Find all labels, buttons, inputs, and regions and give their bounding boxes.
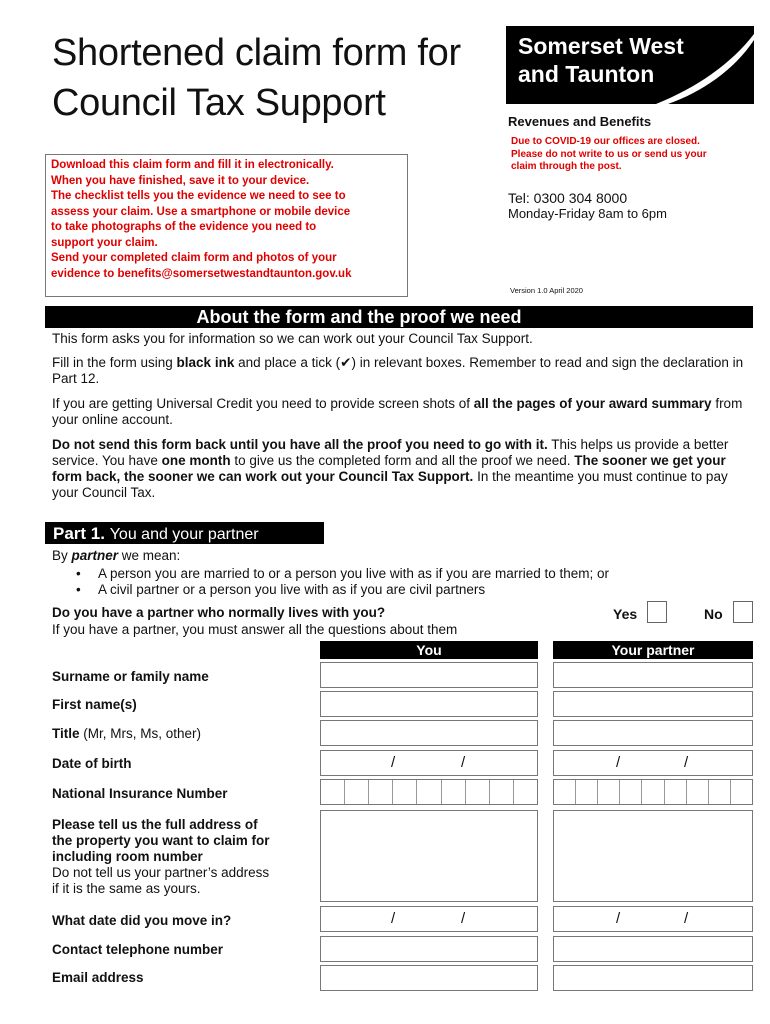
nin-char-box[interactable] xyxy=(576,780,598,804)
partner-email-input[interactable] xyxy=(553,965,753,991)
p4-text-bold-c: one month xyxy=(161,453,231,468)
you-address-input[interactable] xyxy=(320,810,538,902)
address-label-line-3: including room number xyxy=(52,849,203,864)
partner-yes-checkbox[interactable] xyxy=(647,601,667,623)
you-phone-input[interactable] xyxy=(320,936,538,962)
partner-phone-input[interactable] xyxy=(553,936,753,962)
address-label-line-4: Do not tell us your partner’s address xyxy=(52,865,270,880)
covid-line-2: Please do not write to us or send us your xyxy=(511,148,707,160)
nin-label: National Insurance Number xyxy=(52,786,228,801)
p4-text-bold-e: The sooner we get your form back, the sooner we can work out your Council Tax Support. xyxy=(52,453,726,484)
p4-text-b: This helps us provide a better service. You have xyxy=(52,437,729,468)
notice-line-7: Send your completed claim form and photos of your xyxy=(51,252,337,264)
you-first-names-input[interactable] xyxy=(320,691,538,717)
about-heading-text: About the form and the proof we need xyxy=(196,307,522,327)
nin-char-box[interactable] xyxy=(620,780,642,804)
page-title xyxy=(52,28,461,128)
address-label-line-5: if it is the same as yours. xyxy=(52,881,201,896)
council-logo xyxy=(506,26,754,104)
address-label-line-2: the property you want to claim for xyxy=(52,833,270,848)
you-surname-input[interactable] xyxy=(320,662,538,688)
partner-question-note: If you have a partner, you must answer all the questions about them xyxy=(52,622,458,637)
partner-address-input[interactable] xyxy=(553,810,753,902)
nin-char-box[interactable] xyxy=(369,780,393,804)
notice-line-5: to take photographs of the evidence you need to xyxy=(51,221,317,233)
about-paragraph-3 xyxy=(52,396,757,428)
covid-notice xyxy=(511,136,751,174)
p2-text-bold: black ink xyxy=(176,355,235,370)
no-label: No xyxy=(704,606,723,622)
opening-hours: Monday-Friday 8am to 6pm xyxy=(508,206,667,221)
title-line-2: Council Tax Support xyxy=(52,82,386,124)
partner-term: partner xyxy=(71,548,119,563)
you-dob-input[interactable] xyxy=(320,750,538,776)
nin-char-box[interactable] xyxy=(393,780,417,804)
title-hint: (Mr, Mrs, Ms, other) xyxy=(79,726,202,741)
nin-char-box[interactable] xyxy=(598,780,620,804)
you-title-input[interactable] xyxy=(320,720,538,746)
title-line-1: Shortened claim form for xyxy=(52,32,461,74)
nin-char-box[interactable] xyxy=(642,780,664,804)
phone-label: Contact telephone number xyxy=(52,942,224,957)
about-paragraph-2 xyxy=(52,355,757,387)
title-label xyxy=(52,726,201,742)
title-label-text: Title xyxy=(52,726,80,741)
date-separator: / xyxy=(461,754,466,771)
notice-line-2: When you have finished, save it to your device. xyxy=(51,174,310,187)
nin-char-box[interactable] xyxy=(514,780,537,804)
part-1-heading xyxy=(45,522,324,544)
p3-text-c: from your online account. xyxy=(52,396,743,427)
p2-text-c: and place a tick (✔) in relevant boxes. Remember to read and sign the declaration in Part 12. xyxy=(52,355,744,386)
first-names-label: First name(s) xyxy=(52,697,137,712)
column-header-you: You xyxy=(320,641,538,659)
partner-surname-input[interactable] xyxy=(553,662,753,688)
about-paragraph-1: This form asks you for information so we can work out your Council Tax Support. xyxy=(52,331,533,346)
partner-title-input[interactable] xyxy=(553,720,753,746)
covid-line-3: claim through the post. xyxy=(511,161,622,172)
department-name: Revenues and Benefits xyxy=(508,114,652,129)
date-separator: / xyxy=(391,910,396,927)
partner-definition xyxy=(52,548,757,564)
list-item: • A person you are married to or a person you live with as if you are married to them; or xyxy=(76,566,609,582)
p3-text-bold: all the pages of your award summary xyxy=(473,396,712,411)
notice-line-3: The checklist tells you the evidence we need to see to xyxy=(51,190,346,202)
nin-char-box[interactable] xyxy=(321,780,345,804)
nin-char-box[interactable] xyxy=(554,780,576,804)
date-separator: / xyxy=(391,754,396,771)
date-separator: / xyxy=(684,754,689,771)
we-mean-text: we mean: xyxy=(118,548,181,563)
partner-question: Do you have a partner who normally lives with you? xyxy=(52,605,386,620)
notice-line-6: support your claim. xyxy=(51,236,158,249)
nin-char-box[interactable] xyxy=(709,780,731,804)
nin-char-box[interactable] xyxy=(345,780,369,804)
yes-label: Yes xyxy=(613,606,638,622)
p3-text-a: If you are getting Universal Credit you need to provide screen shots of xyxy=(52,396,474,411)
part-number: Part 1. xyxy=(53,524,105,543)
address-label xyxy=(52,817,270,897)
list-item: • A civil partner or a person you live with as if you are civil partners xyxy=(76,582,609,598)
surname-label: Surname or family name xyxy=(52,669,209,684)
logo-line-2: and Taunton xyxy=(518,61,655,87)
you-email-input[interactable] xyxy=(320,965,538,991)
logo-swoosh-icon xyxy=(506,26,754,104)
date-separator: / xyxy=(684,910,689,927)
date-separator: / xyxy=(616,910,621,927)
notice-line-4: assess your claim. Use a smartphone or mobile device xyxy=(51,205,351,218)
by-text: By xyxy=(52,548,72,563)
partner-first-names-input[interactable] xyxy=(553,691,753,717)
date-separator: / xyxy=(616,754,621,771)
p4-text-bold-a: Do not send this form back until you have all the proof you need to go with it. xyxy=(52,437,548,452)
address-label-line-1: Please tell us the full address of xyxy=(52,817,258,832)
p4-text-d: to give us the completed form and all the proof we need. xyxy=(230,453,575,468)
p4-text-f: In the meantime you must continue to pay your Council Tax. xyxy=(52,469,728,500)
about-paragraph-4 xyxy=(52,437,757,501)
notice-line-1: Download this claim form and fill it in electronically. xyxy=(51,159,334,171)
covid-line-1: Due to COVID-19 our offices are closed. xyxy=(511,136,700,147)
electronic-instructions-box xyxy=(45,154,408,297)
version-note: Version 1.0 April 2020 xyxy=(510,286,583,295)
logo-line-1: Somerset West xyxy=(518,33,684,59)
telephone-number: Tel: 0300 304 8000 xyxy=(508,190,628,206)
notice-line-8: evidence to benefits@somersetwestandtaunton.gov.uk xyxy=(51,267,352,280)
nin-char-box[interactable] xyxy=(490,780,514,804)
nin-char-box[interactable] xyxy=(687,780,709,804)
nin-char-box[interactable] xyxy=(731,780,752,804)
you-move-in-date-input[interactable] xyxy=(320,906,538,932)
move-in-label: What date did you move in? xyxy=(52,913,232,928)
about-section-heading xyxy=(45,306,753,328)
date-separator: / xyxy=(461,910,466,927)
partner-no-checkbox[interactable] xyxy=(733,601,753,623)
p2-text-a: Fill in the form using xyxy=(52,355,177,370)
partner-nin-input[interactable] xyxy=(553,779,753,805)
nin-char-box[interactable] xyxy=(442,780,466,804)
partner-move-in-date-input[interactable] xyxy=(553,906,753,932)
dob-label: Date of birth xyxy=(52,756,132,771)
you-nin-input[interactable] xyxy=(320,779,538,805)
column-header-partner: Your partner xyxy=(553,641,753,659)
partner-dob-input[interactable] xyxy=(553,750,753,776)
email-label: Email address xyxy=(52,970,144,985)
partner-definition-list xyxy=(76,566,609,598)
nin-char-box[interactable] xyxy=(665,780,687,804)
nin-char-box[interactable] xyxy=(466,780,490,804)
part-title: You and your partner xyxy=(109,526,259,543)
nin-char-box[interactable] xyxy=(417,780,441,804)
